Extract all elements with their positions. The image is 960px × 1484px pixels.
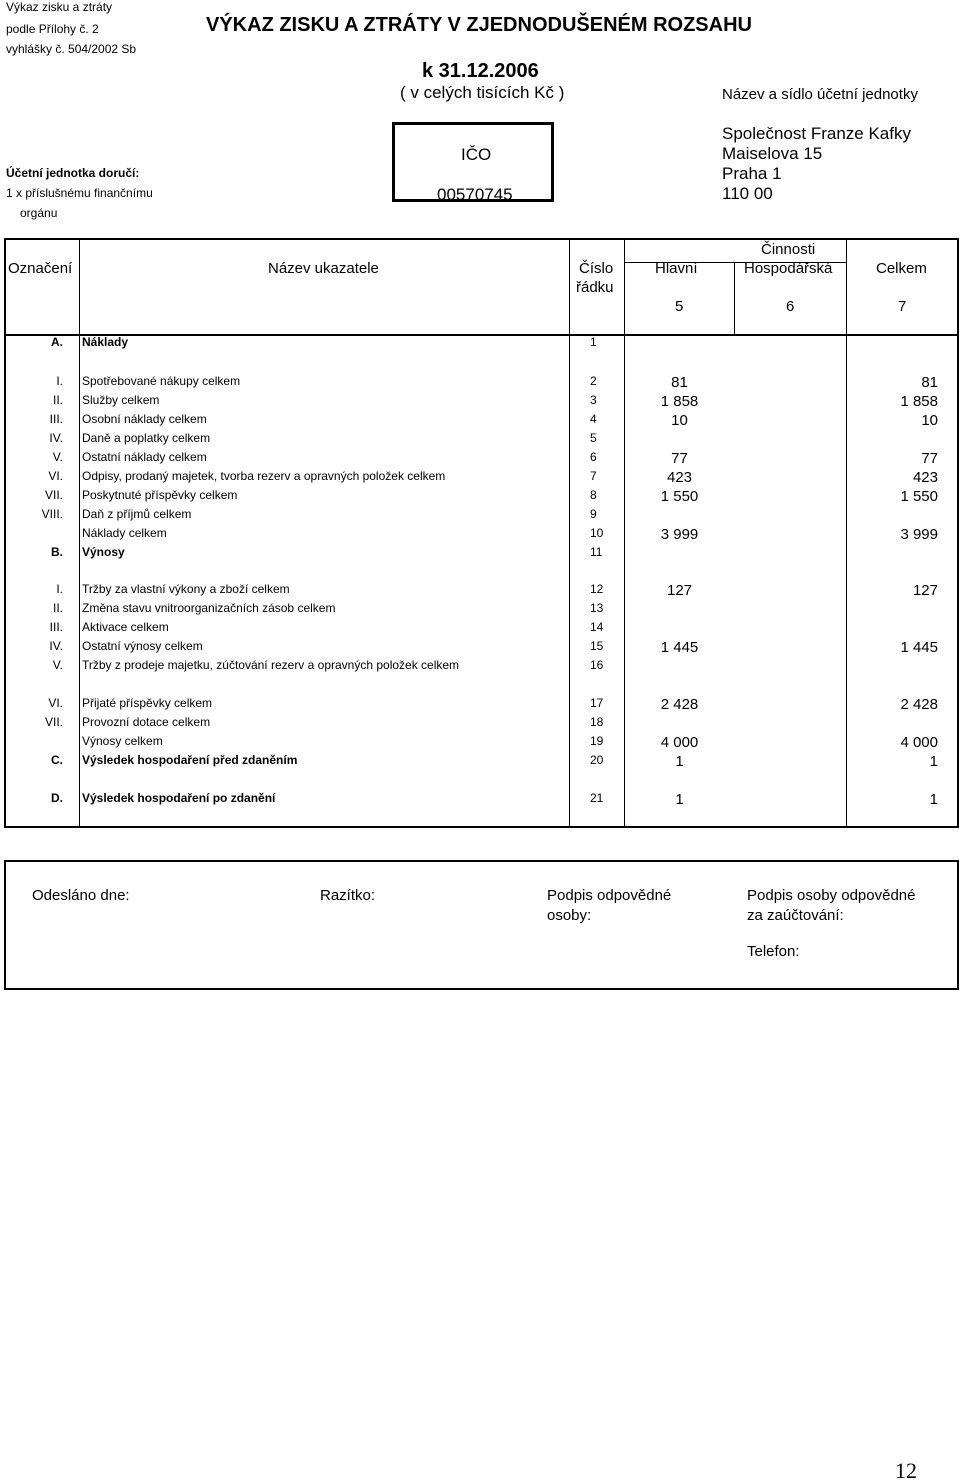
row-value-celkem: 127 [912,582,938,599]
company-city: Praha 1 [722,164,782,183]
row-name: Výsledek hospodaření před zdaněním [82,753,298,767]
row-value-celkem: 1 [929,753,938,770]
column-header-hlavni: Hlavní [655,260,698,277]
row-number: 8 [590,488,597,502]
form-note-1: Výkaz zisku a ztráty [6,0,113,14]
row-value-celkem: 1 445 [900,639,938,656]
row-value-celkem: 1 [929,791,938,808]
row-value-hlavni: 81 [671,374,688,391]
row-value-hlavni: 10 [671,412,688,429]
entity-label: Název a sídlo účetní jednotky [722,86,918,103]
row-name: Výnosy celkem [82,734,163,748]
row-value-celkem: 77 [921,450,938,467]
row-designation: D. [51,791,63,805]
row-name: Odpisy, prodaný majetek, tvorba rezerv a opravných položek celkem [82,469,446,483]
column-header-nazev: Název ukazatele [268,260,379,277]
company-street: Maiselova 15 [722,144,823,163]
row-value-celkem: 10 [921,412,938,429]
row-name: Tržby za vlastní výkony a zboží celkem [82,582,290,596]
row-name: Ostatní náklady celkem [82,450,207,464]
delivers-line-1: 1 x příslušnému finančnímu [6,186,153,200]
row-designation: III. [49,620,63,634]
row-designation: I. [56,582,63,596]
delivers-label: Účetní jednotka doručí: [6,166,140,180]
column-header-cinnosti: Činnosti [761,241,816,258]
signature-responsible-label: Podpis odpovědné [547,887,672,904]
row-designation: II. [52,393,63,407]
row-value-hlavni: 77 [671,450,688,467]
column-header-radku: řádku [576,279,614,296]
row-name: Služby celkem [82,393,160,407]
signature-accounting-label: Podpis osoby odpovědné [747,887,916,904]
row-value-hlavni: 1 858 [660,393,699,410]
row-designation: V. [52,658,63,672]
row-number: 20 [590,753,604,767]
row-number: 13 [590,601,604,615]
row-designation: II. [52,601,63,615]
row-name: Náklady [82,335,129,349]
column-number-6: 6 [786,298,795,315]
row-designation: VII. [44,488,63,502]
row-value-hlavni: 3 999 [660,526,699,543]
row-value-celkem: 3 999 [900,526,938,543]
row-designation: I. [56,374,63,388]
ico-value: 00570745 [437,185,513,204]
row-number: 9 [590,507,597,521]
column-header-celkem: Celkem [876,260,927,277]
row-value-celkem: 1 550 [900,488,938,505]
row-value-celkem: 1 858 [900,393,938,410]
row-value-hlavni: 127 [666,582,693,599]
row-value-hlavni: 1 [675,753,684,770]
row-number: 19 [590,734,604,748]
form-note-3: vyhlášky č. 504/2002 Sb [6,42,137,56]
row-designation: IV. [49,639,63,653]
row-designation: B. [51,545,63,559]
row-designation: C. [51,753,63,767]
row-number: 12 [590,582,604,596]
sent-date-label: Odesláno dne: [32,887,130,904]
row-name: Aktivace celkem [82,620,169,634]
row-value-celkem: 423 [912,469,938,486]
row-number: 4 [590,412,597,426]
row-name: Ostatní výnosy celkem [82,639,203,653]
row-designation: VI. [48,696,63,710]
row-name: Výsledek hospodaření po zdanění [82,791,276,805]
row-number: 15 [590,639,604,653]
row-value-hlavni: 423 [666,469,693,486]
row-name: Změna stavu vnitroorganizačních zásob celkem [82,601,336,615]
row-number: 10 [590,526,604,540]
row-number: 5 [590,431,597,445]
row-number: 3 [590,393,597,407]
phone-label: Telefon: [747,943,800,960]
company-name: Společnost Franze Kafky [722,124,911,143]
column-header-hospodarska: Hospodářská [744,260,833,277]
signature-box [4,860,959,990]
ico-label: IČO [461,145,492,164]
page-title: VÝKAZ ZISKU A ZTRÁTY V ZJEDNODUŠENÉM ROZSAHU [206,14,752,36]
row-value-celkem: 4 000 [900,734,938,751]
signature-responsible-label-2: osoby: [547,907,592,924]
page-number: 12 [895,1458,917,1483]
row-number: 17 [590,696,604,710]
row-value-celkem: 2 428 [900,696,938,713]
row-number: 18 [590,715,604,729]
row-name: Spotřebované nákupy celkem [82,374,241,388]
row-name: Přijaté příspěvky celkem [82,696,213,710]
form-note-2: podle Přílohy č. 2 [6,22,99,36]
row-value-celkem: 81 [921,374,938,391]
row-name: Osobní náklady celkem [82,412,207,426]
row-value-hlavni: 1 550 [660,488,699,505]
row-value-hlavni: 2 428 [660,696,699,713]
row-name: Tržby z prodeje majetku, zúčtování rezerv a opravných položek celkem [82,658,460,672]
row-number: 14 [590,620,604,634]
row-number: 7 [590,469,597,483]
row-designation: IV. [49,431,63,445]
row-name: Výnosy [82,545,125,559]
column-header-oznaceni: Označení [8,260,73,277]
row-designation: VII. [44,715,63,729]
row-value-hlavni: 1 445 [660,639,699,656]
row-number: 1 [590,335,597,349]
row-designation: V. [52,450,63,464]
row-designation: III. [49,412,63,426]
report-date: k 31.12.2006 [422,60,539,82]
row-number: 21 [590,791,604,805]
row-name: Náklady celkem [82,526,167,540]
column-header-cislo: Číslo [579,260,614,277]
row-name: Daně a poplatky celkem [82,431,211,445]
units-note: ( v celých tisících Kč ) [400,83,565,102]
column-number-7: 7 [898,298,907,315]
row-name: Poskytnuté příspěvky celkem [82,488,238,502]
signature-accounting-label-2: za zaúčtování: [747,907,844,924]
row-name: Daň z příjmů celkem [82,507,192,521]
company-zip: 110 00 [722,184,773,203]
ico-box [392,122,554,202]
delivers-line-2: orgánu [20,206,58,220]
row-value-hlavni: 4 000 [660,734,699,751]
row-number: 11 [590,545,603,559]
stamp-label: Razítko: [320,887,376,904]
row-designation: VIII. [41,507,63,521]
row-name: Provozní dotace celkem [82,715,211,729]
row-number: 2 [590,374,597,388]
row-designation: A. [51,335,63,349]
row-designation: VI. [48,469,63,483]
row-number: 6 [590,450,597,464]
row-value-hlavni: 1 [675,791,684,808]
row-number: 16 [590,658,604,672]
column-number-5: 5 [675,298,684,315]
